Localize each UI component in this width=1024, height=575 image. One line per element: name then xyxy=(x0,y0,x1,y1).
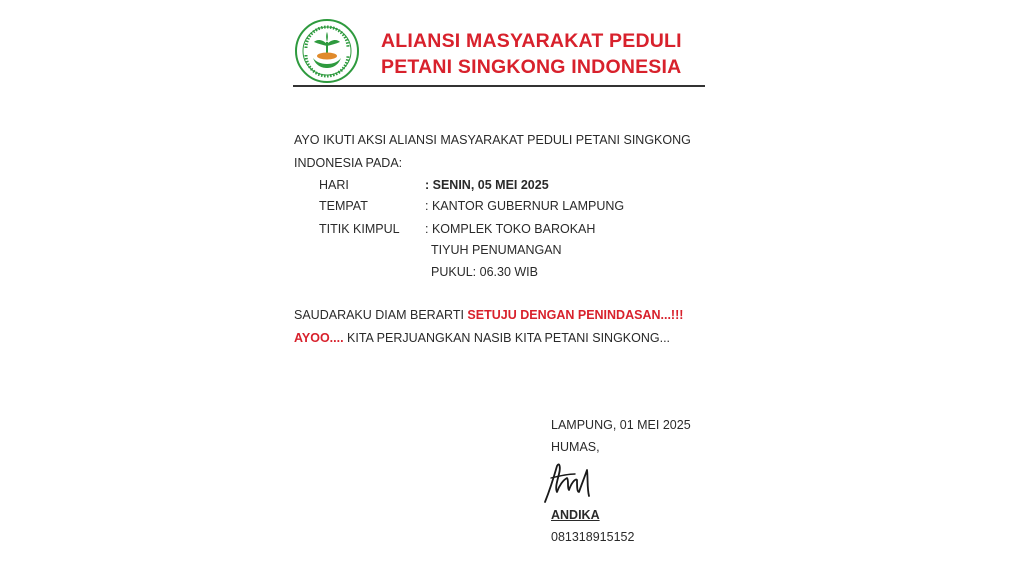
call-line-2-emphasis: AYOO.... xyxy=(294,331,344,345)
titik-kimpul-value-1: : KOMPLEK TOKO BAROKAH xyxy=(425,222,596,236)
signature-role: HUMAS, xyxy=(551,440,600,454)
organization-title-line1: ALIANSI MASYARAKAT PEDULI xyxy=(381,30,682,52)
header-divider xyxy=(293,85,705,87)
call-line-1 xyxy=(294,308,683,322)
tempat-value: : KANTOR GUBERNUR LAMPUNG xyxy=(425,199,625,213)
hari-label: HARI xyxy=(319,178,349,192)
titik-kimpul-value-3: PUKUL: 06.30 WIB xyxy=(431,265,538,279)
titik-kimpul-label: TITIK KIMPUL xyxy=(319,222,400,236)
call-line-1-emphasis: SETUJU DENGAN PENINDASAN...!!! xyxy=(467,308,684,322)
intro-line-2: INDONESIA PADA: xyxy=(294,156,403,170)
intro-line-1: AYO IKUTI AKSI ALIANSI MASYARAKAT PEDULI PETANI SINGKONG xyxy=(294,133,691,147)
signature-name: ANDIKA xyxy=(551,508,600,522)
organization-title xyxy=(381,28,682,80)
signature-place-date: LAMPUNG, 01 MEI 2025 xyxy=(551,418,691,432)
organization-title-line2: PETANI SINGKONG INDONESIA xyxy=(381,56,682,78)
call-line-2 xyxy=(294,331,670,345)
call-line-1-prefix: SAUDARAKU DIAM BERARTI xyxy=(294,308,468,322)
handwritten-signature-icon xyxy=(541,458,603,504)
titik-kimpul-value-2: TIYUH PENUMANGAN xyxy=(431,243,562,257)
hari-value: : SENIN, 05 MEI 2025 xyxy=(425,178,549,192)
signature-phone: 081318915152 xyxy=(551,530,635,544)
organization-logo-icon xyxy=(294,18,360,84)
call-line-2-rest: KITA PERJUANGKAN NASIB KITA PETANI SINGKONG... xyxy=(343,331,671,345)
tempat-label: TEMPAT xyxy=(319,199,368,213)
